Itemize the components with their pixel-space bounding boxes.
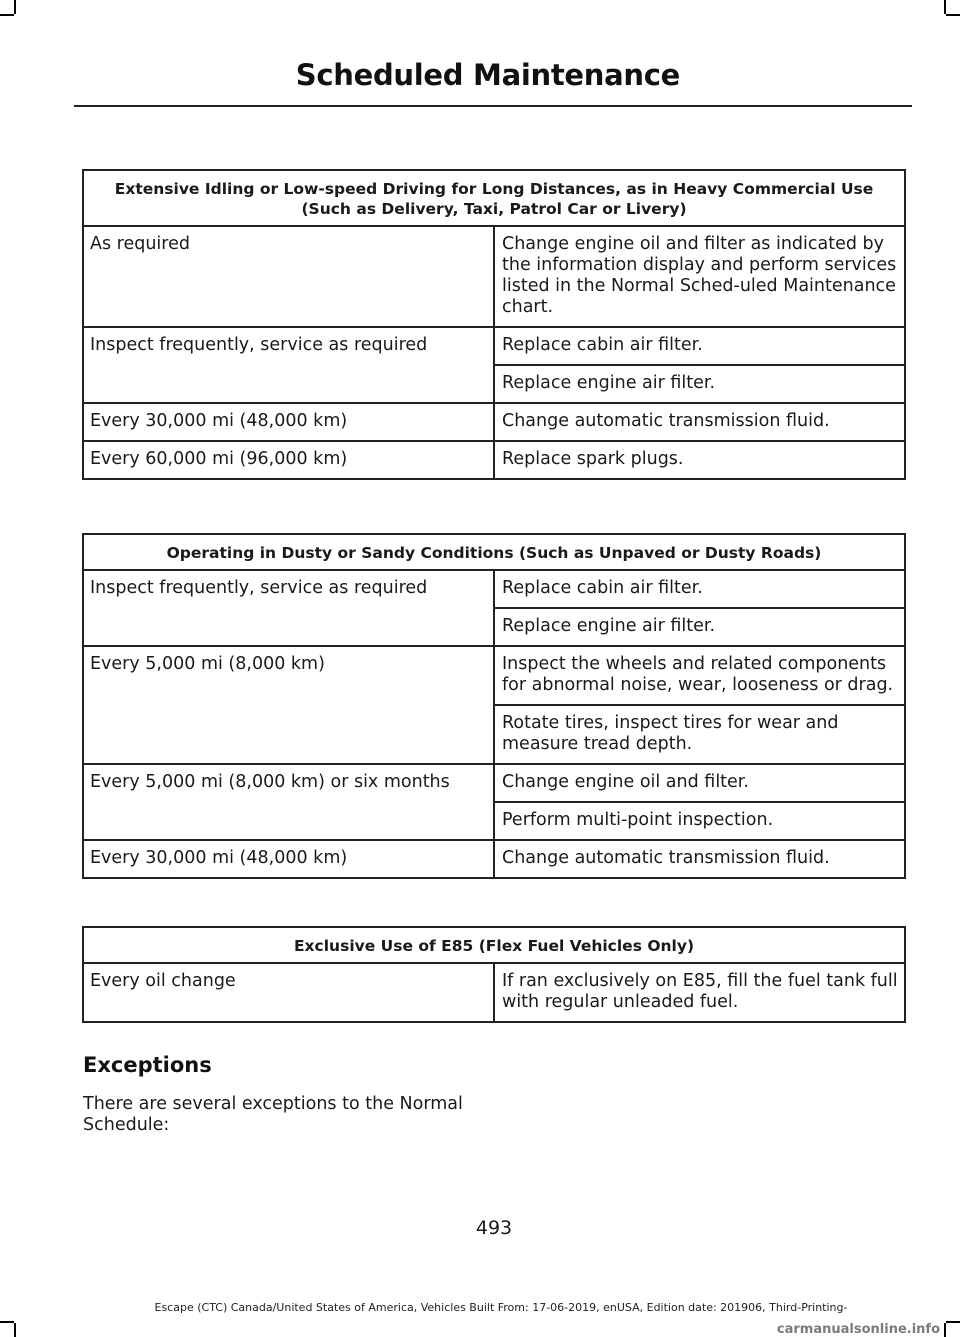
table-row (83, 963, 905, 1022)
interval-cell: Every 30,000 mi (48,000 km) (83, 840, 494, 878)
interval-cell: Inspect frequently, service as required (83, 570, 494, 646)
interval-cell: Every oil change (83, 963, 494, 1022)
maintenance-table-dusty (82, 533, 906, 879)
section-heading-exceptions: Exceptions (83, 1053, 212, 1077)
watermark: carmanualsonline.info (776, 1322, 940, 1337)
interval-cell: Every 30,000 mi (48,000 km) (83, 403, 494, 441)
action-cell: Inspect the wheels and related components for abnormal noise, wear, looseness or drag. (494, 646, 905, 705)
table-header-row (83, 927, 905, 963)
page-title: Scheduled Maintenance (295, 58, 680, 92)
table-row (83, 840, 905, 878)
action-cell: Rotate tires, inspect tires for wear and measure tread depth. (494, 705, 905, 764)
table-heading: Operating in Dusty or Sandy Conditions (Such as Unpaved or Dusty Roads) (83, 534, 905, 570)
interval-cell: Every 60,000 mi (96,000 km) (83, 441, 494, 479)
action-cell: Perform multi-point inspection. (494, 802, 905, 840)
table-heading: Exclusive Use of E85 (Flex Fuel Vehicles Only) (83, 927, 905, 963)
crop-mark (946, 1321, 960, 1323)
crop-mark (14, 1323, 16, 1337)
crop-mark (0, 14, 14, 16)
title-divider (74, 105, 912, 107)
crop-mark (944, 1323, 946, 1337)
interval-cell: Every 5,000 mi (8,000 km) or six months (83, 764, 494, 840)
action-cell: Change engine oil and filter. (494, 764, 905, 802)
action-cell: Replace cabin air filter. (494, 327, 905, 365)
crop-mark (944, 0, 946, 14)
crop-mark (0, 1321, 14, 1323)
crop-mark (946, 14, 960, 16)
interval-cell: Inspect frequently, service as required (83, 327, 494, 403)
action-cell: Replace cabin air filter. (494, 570, 905, 608)
action-cell: Replace spark plugs. (494, 441, 905, 479)
crop-mark (14, 0, 16, 14)
table-row (83, 646, 905, 705)
footer-text: Escape (CTC) Canada/United States of America, Vehicles Built From: 17-06-2019, enUSA, Edition date: 201906, Third-Printing- (154, 1301, 848, 1314)
table-header-row (83, 170, 905, 226)
maintenance-table-idling (82, 169, 906, 480)
action-cell: Replace engine air filter. (494, 365, 905, 403)
action-cell: Change automatic transmission fluid. (494, 403, 905, 441)
table-row (83, 403, 905, 441)
table-header-row (83, 534, 905, 570)
table-row (83, 327, 905, 365)
interval-cell: As required (83, 226, 494, 327)
action-cell: Change automatic transmission fluid. (494, 840, 905, 878)
interval-cell: Every 5,000 mi (8,000 km) (83, 646, 494, 764)
table-heading: Extensive Idling or Low-speed Driving for Long Distances, as in Heavy Commercial Use (Such as Delivery, Taxi, Patrol Car or Livery) (83, 170, 905, 226)
table-row (83, 764, 905, 802)
table-row (83, 441, 905, 479)
action-cell: Change engine oil and filter as indicated by the information display and perform services listed in the Normal Sched-uled Maintenance chart. (494, 226, 905, 327)
page-number: 493 (475, 1217, 513, 1239)
table-row (83, 226, 905, 327)
exceptions-paragraph: There are several exceptions to the Normal Schedule: (83, 1094, 463, 1135)
action-cell: If ran exclusively on E85, fill the fuel tank full with regular unleaded fuel. (494, 963, 905, 1022)
action-cell: Replace engine air filter. (494, 608, 905, 646)
maintenance-table-e85 (82, 926, 906, 1023)
table-row (83, 570, 905, 608)
